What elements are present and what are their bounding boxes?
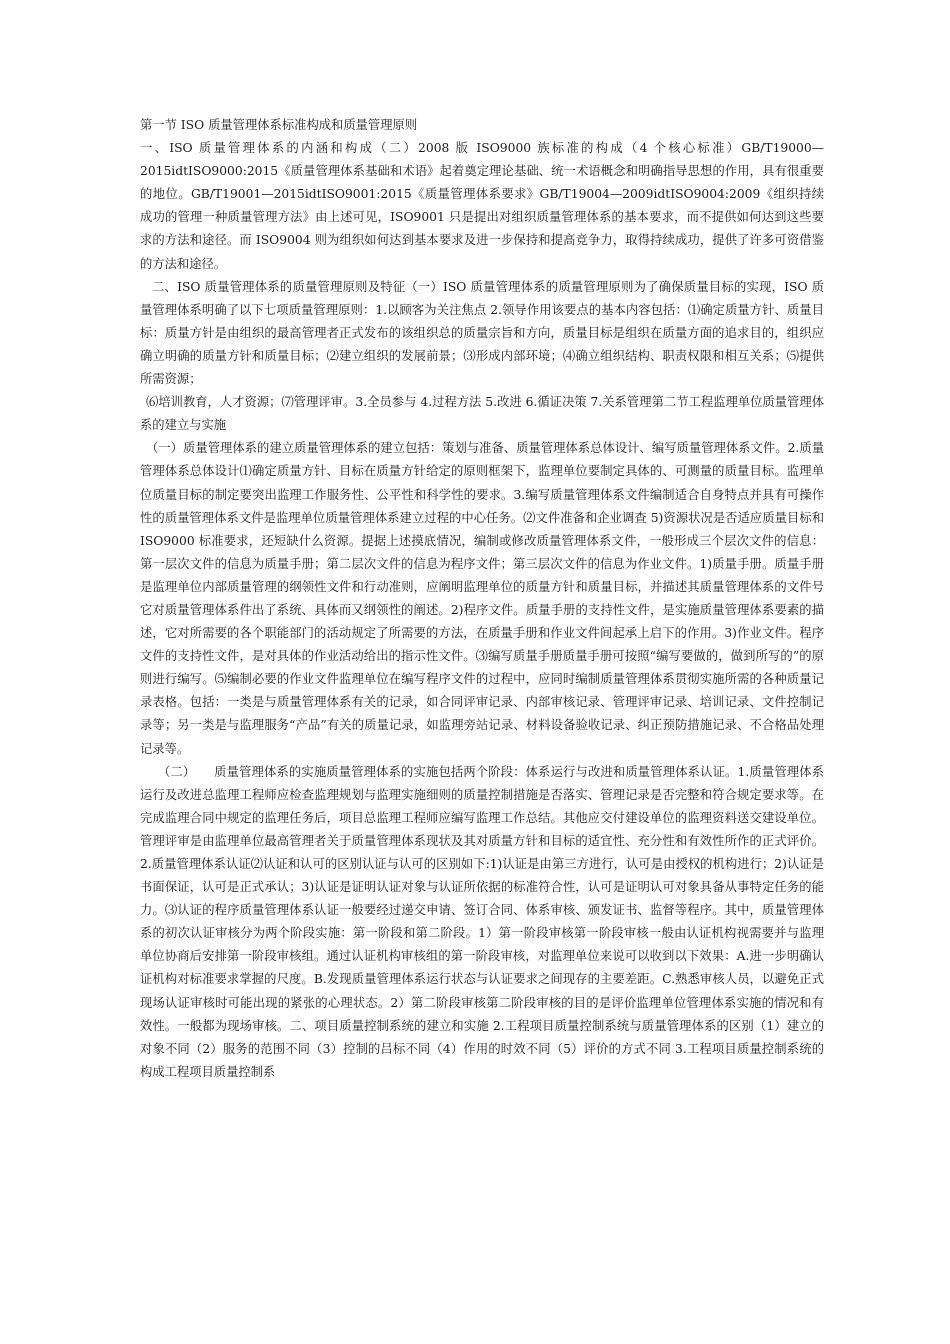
document-page (140, 114, 824, 1084)
paragraph-principles-continued: ⑹培训教育，人才资源；⑺管理评审。3.全员参与 4.过程方法 5.改进 6.循证决策 7.关系管理第二节工程监理单位质量管理体系的建立与实施 (140, 395, 824, 433)
paragraph-quality-principles: 二、ISO 质量管理体系的质量管理原则及特征（一）ISO 质量管理体系的质量管理原则为了确保质量目标的实现，ISO 质量管理体系明确了以下七项质量管理原则：1.以顾客为关注焦点 2.领导作用该要点的基本内容包括：⑴确定质量方针、质量目标：质量方针是由组织的最高管理者正式发布的该组织总的质量宗旨和方向，质量目标是组织在质量方面的追求目的，组织应确立明确的质量方针和质量目标；⑵建立组织的发展前景；⑶形成内部环境；⑷确立组织结构、职责权限和相互关系；⑸提供所需资源； (140, 279, 824, 387)
paragraph-system-establishment: （一）质量管理体系的建立质量管理体系的建立包括：策划与准备、质量管理体系总体设计、编写质量管理体系文件。2.质量管理体系总体设计⑴确定质量方针、目标在质量方针给定的原则框架下，监理单位要制定具体的、可测量的质量目标。监理单位质量目标的制定要突出监理工作服务性、公平性和科学性的要求。3.编写质量管理体系文件编制适合自身特点并具有可操作性的质量管理体系文件是监理单位质量管理体系建立过程的中心任务。⑵文件准备和企业调查 5)资源状况是否适应质量目标和 ISO9000 标准要求，还短缺什么资源。提据上述摸底情况，编制或修改质量管理体系文件，一般形成三个层次文件的信息：第一层次文件的信息为质量手册；第二层次文件的信息为程序文件；第三层次文件的信息为作业文件。1)质量手册。质量手册是监理单位内部质量管理的纲领性文件和行动准则，应阐明监理单位的质量方针和质量目标，并描述其质量管理体系的文件号它对质量管理体系件出了系统、具体而又纲领性的阐述。2)程序文件。质量手册的支持性文件，是实施质量管理体系要素的描述，它对所需要的各个职能部门的活动规定了所需要的方法，在质量手册和作业文件间起承上启下的作用。3)作业文件。程序文件的支持性文件，是对具体的作业活动给出的指示性文件。⑶编写质量手册质量手册可按照“编写要做的，做到所写的”的原则进行编写。⑸编制必要的作业文件监理单位在编写程序文件的过程中，应同时编制质量管理体系贯彻实施所需的各种质量记录表格。包括：一类是与质量管理体系有关的记录，如合同评审记录、内部审核记录、管理评审记录、培训记录、文件控制记录等；另一类是与监理服务“产品”有关的质量记录，如监理旁站记录、材料设备验收记录、纠正预防措施记录、不合格品处理记录等。 (140, 441, 824, 756)
section-heading: 第一节 ISO 质量管理体系标准构成和质量管理原则 (140, 118, 418, 132)
paragraph-system-implementation: （二） 质量管理体系的实施质量管理体系的实施包括两个阶段：体系运行与改进和质量管理体系认证。1.质量管理体系运行及改进总监理工程师应检查监理规划与监理实施细则的质量控制措施是否落实、管理记录是否完整和符合规定要求等。在完成监理合同中规定的监理任务后，项目总监理工程师应编写监理工作总结。其他应交付建设单位的监理资料送交建设单位。管理评审是由监理单位最高管理者关于质量管理体系现状及其对质量方针和目标的适宜性、充分性和有效性所作的正式评价。2.质量管理体系认证⑵认证和认可的区别认证与认可的区别如下:1)认证是由第三方进行，认可是由授权的机构进行；2)认证是书面保证，认可是正式承认；3)认证是证明认证对象与认证所依据的标准符合性，认可是证明认可对象具备从事特定任务的能力。⑶认证的程序质量管理体系认证一般要经过递交申请、签订合同、体系审核、颁发证书、监督等程序。其中，质量管理体系的初次认证审核分为两个阶段实施：第一阶段和第二阶段。1）第一阶段审核第一阶段审核一般由认证机构视需要并与监理单位协商后安排第一阶段审核组。通过认证机构审核组的第一阶段审核，对监理单位来说可以收到以下效果：A.进一步明确认证机构对标准要求掌握的尺度。B.发现质量管理体系运行状态与认证要求之间现存的主要差距。C.熟悉审核人员，以避免正式现场认证审核时可能出现的紧张的心理状态。2）第二阶段审核第二阶段审核的目的是评价监理单位管理体系实施的情况和有效性。一般都为现场审核。二、项目质量控制系统的建立和实施 2.工程项目质量控制系统与质量管理体系的区别（1）建立的对象不同（2）服务的范围不同（3）控制的吕标不同（4）作用的时效不同（5）评价的方式不同 3.工程项目质量控制系统的构成工程项目质量控制系 (140, 764, 824, 1079)
paragraph-iso-composition: 一、ISO 质量管理体系的内涵和构成（二）2008 版 ISO9000 族标准的构成（4 个核心标准）GB/T19000—2015idtISO9000:2015《质量管理体系基础和术语》起着奠定理论基础、统一术语概念和明确指导思想的作用，具有很重要的地位。GB/T19001—2015idtISO9001:2015《质量管理体系要求》GB/T19004—2009idtISO9004:2009《组织持续成功的管理一种质量管理方法》由上述可见，ISO9001 只是提出对组织质量管理体系的基本要求，而不提供如何达到这些要求的方法和途径。而 ISO9004 则为组织如何达到基本要求及进一步保持和提高竞争力，取得持续成功，提供了许多可资借鉴的方法和途径。 (140, 141, 824, 271)
